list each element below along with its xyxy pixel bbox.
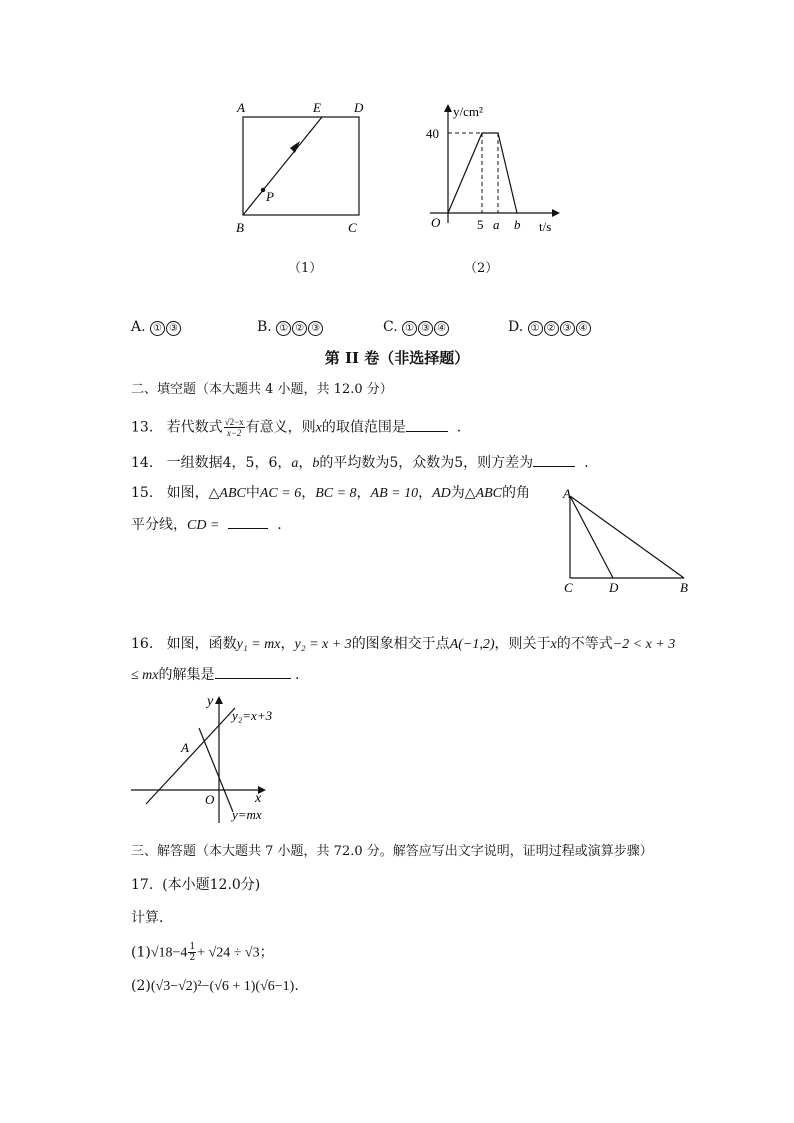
fig1-label-d: D bbox=[354, 100, 364, 115]
fig2-x-arrow bbox=[552, 209, 560, 217]
fig1-label-e: E bbox=[313, 100, 321, 115]
fig2-y-tick-40: 40 bbox=[426, 126, 439, 141]
rectangle-abcd bbox=[243, 117, 359, 215]
section2-header: 二、填空题（本大题共 4 小题，共 12.0 分） bbox=[131, 382, 393, 397]
q16-figure bbox=[128, 688, 303, 828]
q16-number: 16. bbox=[131, 636, 154, 652]
q16-label-ymx: y=mx bbox=[232, 807, 262, 822]
fig2-y-arrow bbox=[444, 104, 452, 112]
q13-answer-blank[interactable] bbox=[406, 419, 448, 432]
q15-figure bbox=[558, 484, 698, 599]
q16-label-x: x bbox=[255, 791, 262, 806]
q14-answer-blank[interactable] bbox=[533, 454, 575, 467]
option-a: A. ① ③ bbox=[131, 318, 182, 336]
question-13: 13. 若代数式 $\frac{√2-x}{x-2}$ 有意义，则x的取值范围是 . bbox=[131, 417, 462, 438]
question-15-line2: 平分线，CD = . bbox=[131, 517, 282, 533]
q15-label-b: B bbox=[680, 580, 688, 595]
option-d: D. ① ② ③ ④ bbox=[508, 318, 592, 336]
figure-1 bbox=[228, 95, 378, 240]
fig2-caption: （2） bbox=[464, 261, 499, 276]
question-17-instruction: 计算． bbox=[131, 910, 173, 926]
q15-segment-ab bbox=[570, 496, 684, 578]
segment-be bbox=[243, 117, 322, 215]
q15-segment-ad bbox=[570, 496, 613, 578]
fig2-y-label: y/cm² bbox=[453, 104, 483, 119]
point-p bbox=[261, 188, 265, 192]
fig2-graph-line bbox=[448, 133, 517, 213]
question-17-title: 17. (本小题12.0分) bbox=[131, 877, 261, 893]
fig2-origin: O bbox=[431, 215, 441, 230]
q16-label-o: O bbox=[205, 792, 215, 807]
q16-label-a: A bbox=[181, 740, 189, 755]
q16-y-arrow bbox=[215, 696, 223, 704]
question-16-line1: 16. 如图，函数y₁ = mx，y₂ = x + 3的图象相交于点A(−1,2)，则关于x的不等式−2 < x + 3 bbox=[131, 636, 676, 652]
q15-label-c: C bbox=[564, 580, 573, 595]
q15-label-d: D bbox=[609, 580, 619, 595]
question-17-part1: (1)√18−4 $\frac{1}{2}$ + √24 ÷ √3； bbox=[131, 942, 274, 963]
fig2-x-tick-b: b bbox=[514, 217, 521, 232]
q16-label-y2: y₂=x+3 bbox=[232, 708, 273, 723]
q15-answer-blank[interactable] bbox=[228, 516, 268, 529]
q15-label-a: A bbox=[563, 486, 571, 501]
q15-number: 15. bbox=[131, 485, 154, 501]
q16-label-y: y bbox=[207, 694, 214, 709]
fig1-caption: （1） bbox=[288, 261, 323, 276]
fig1-label-a: A bbox=[237, 100, 245, 115]
q13-number: 13. bbox=[131, 419, 154, 436]
option-b: B. ① ② ③ bbox=[257, 318, 324, 336]
section3-header: 三、解答题（本大题共 7 小题，共 72.0 分。解答应写出文字说明，证明过程或演算步骤） bbox=[131, 844, 653, 859]
question-14: 14. 一组数据4，5，6，a，b的平均数为5，众数为5，则方差为 . bbox=[131, 455, 589, 471]
question-15-line1: 15. 如图，△ABC中AC = 6，BC = 8，AB = 10，AD为△ABC的角 bbox=[131, 485, 531, 501]
question-16-line2: ≤ mx的解集是 . bbox=[131, 667, 300, 683]
q17-number: 17. bbox=[131, 877, 154, 893]
fig2-x-tick-5: 5 bbox=[477, 217, 484, 232]
option-c: C. ① ③ ④ bbox=[383, 318, 450, 336]
q16-answer-blank[interactable] bbox=[215, 666, 291, 679]
fig1-label-b: B bbox=[236, 220, 244, 235]
figure-2 bbox=[420, 95, 570, 240]
fig2-x-tick-a: a bbox=[493, 217, 500, 232]
fig2-x-label: t/s bbox=[539, 219, 552, 234]
part2-title: 第 II 卷（非选择题） bbox=[324, 349, 470, 367]
q14-number: 14. bbox=[131, 455, 154, 471]
question-17-part2: (2)(√3−√2)²−(√6 + 1)(√6−1). bbox=[131, 978, 299, 994]
fig1-label-p: P bbox=[266, 189, 274, 204]
fig1-label-c: C bbox=[348, 220, 357, 235]
